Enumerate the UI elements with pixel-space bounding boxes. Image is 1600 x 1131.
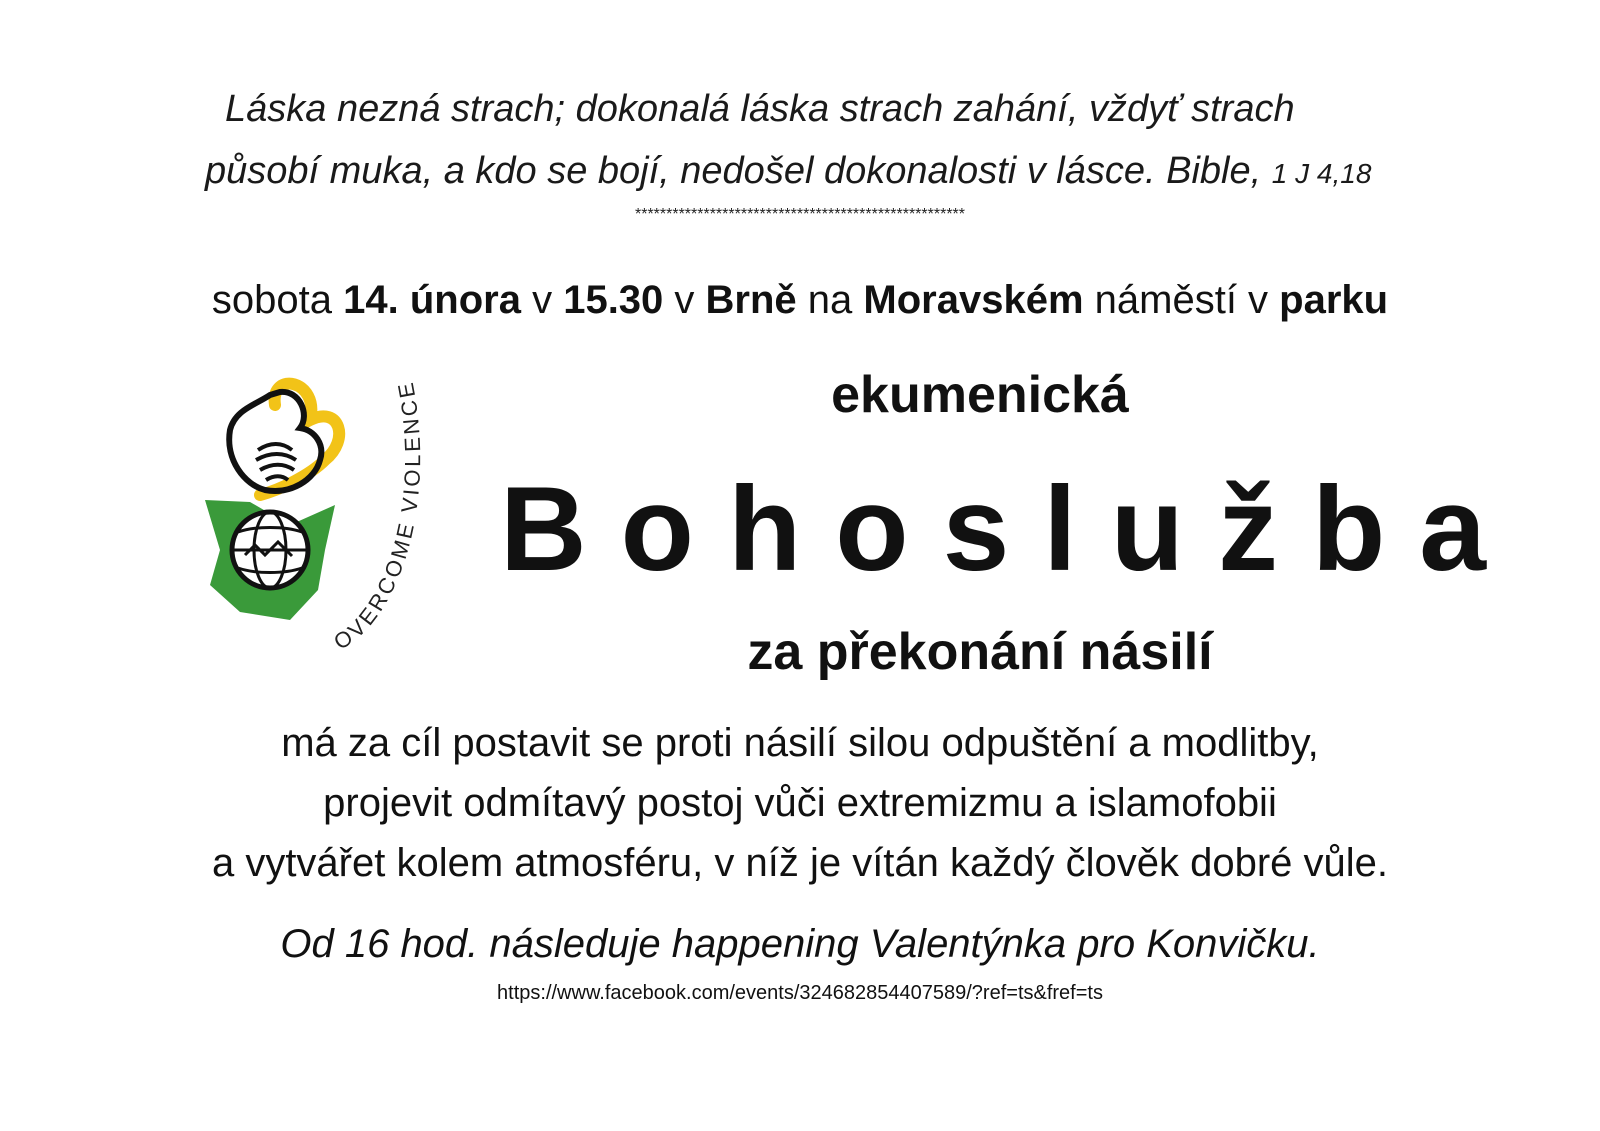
- event-date: 14. února: [343, 278, 521, 322]
- description-line-3: a vytvářet kolem atmosféru, v níž je vítán každý člověk dobré vůle.: [211, 841, 1389, 885]
- event-city: Brně: [705, 278, 797, 322]
- when-text-2: v: [520, 278, 564, 322]
- separator: *****************************************************: [634, 206, 965, 223]
- title-pre: ekumenická: [831, 366, 1129, 424]
- description-line-1: má za cíl postavit se proti násilí silou odpuštění a modlitby,: [281, 721, 1319, 765]
- quote-line-2-text: působí muka, a kdo se bojí, nedošel dokonalosti v lásce. Bible,: [205, 150, 1262, 192]
- title-post: za překonání násilí: [747, 623, 1213, 681]
- bible-reference: 1 J 4,18: [1271, 158, 1372, 189]
- description-line-2: projevit odmítavý postoj vůči extremizmu a islamofobii: [323, 781, 1277, 825]
- event-description: [0, 713, 1600, 893]
- title-main: Bohoslužba: [500, 462, 1520, 596]
- quote-line-1: Láska nezná strach; dokonalá láska strach zahání, vždyť strach: [225, 88, 1295, 130]
- when-text-1: sobota: [211, 278, 344, 322]
- happening-note: Od 16 hod. následuje happening Valentýnka pro Konvičku.: [280, 922, 1320, 966]
- svg-text:OVERCOME VIOLENCE: [329, 378, 425, 655]
- event-when-where: [0, 278, 1600, 323]
- event-square: Moravském: [863, 278, 1084, 322]
- logo-text: OVERCOME VIOLENCE: [329, 378, 426, 655]
- when-text-5: náměstí v: [1083, 278, 1280, 322]
- event-time: 15.30: [563, 278, 664, 322]
- when-text-4: na: [796, 278, 864, 322]
- quote-line-2: [205, 150, 1371, 193]
- overcome-violence-logo: [200, 350, 460, 670]
- when-text-3: v: [663, 278, 706, 322]
- event-park: parku: [1279, 278, 1389, 322]
- facebook-event-link[interactable]: https://www.facebook.com/events/324682854407589/?ref=ts&fref=ts: [497, 982, 1103, 1004]
- globe-icon: [232, 512, 308, 588]
